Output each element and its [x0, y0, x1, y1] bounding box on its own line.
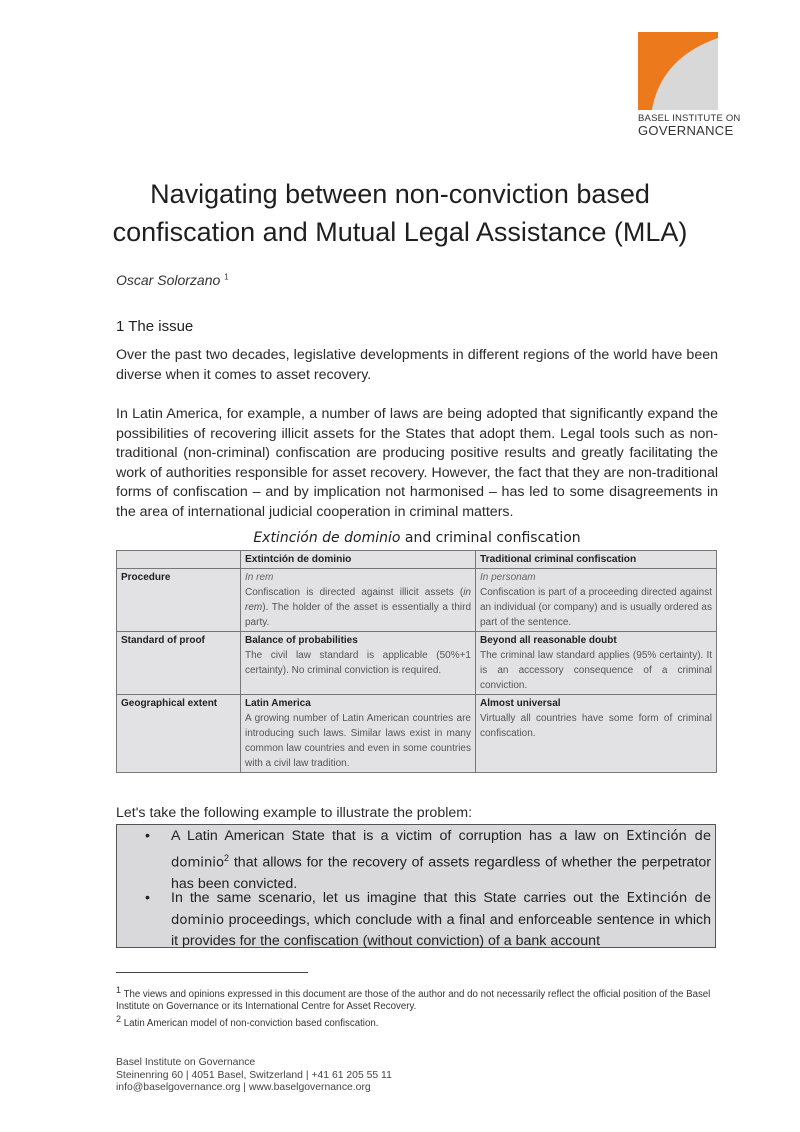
table-title-rest: and criminal confiscation: [400, 530, 581, 546]
footnote-text: Latin American model of non-conviction based confiscation.: [121, 1018, 379, 1030]
table-cell: [241, 695, 476, 773]
list-item-text: [171, 888, 711, 952]
cell-body: Confiscation is part of a proceeding directed against an individual (or company) and is usually ordered as part of the sentence.: [480, 587, 712, 628]
footer-org: Basel Institute on Governance: [116, 1057, 256, 1068]
table-cell: [241, 569, 476, 632]
table-row: [117, 569, 717, 632]
table-cell: [476, 569, 717, 632]
cell-heading: Almost universal: [480, 698, 561, 709]
table-row: [117, 695, 717, 773]
list-item-text: [171, 826, 711, 894]
row-label: Procedure: [117, 569, 241, 632]
term: Extinción de dominio: [171, 891, 711, 928]
table-row: [117, 632, 717, 695]
cell-body: Virtually all countries have some form of criminal confiscation.: [480, 713, 712, 739]
title-line-1: Navigating between non-conviction based: [150, 179, 650, 209]
term: Extinción de dominio: [171, 829, 711, 871]
title-line-2: confiscation and Mutual Legal Assistance (MLA): [112, 217, 688, 247]
document-title: [90, 175, 710, 251]
text-run: proceedings, which conclude with a final and enforceable sentence in which it provides for the confiscation (without conviction) of a bank account: [171, 911, 711, 949]
footer-contact: info@baselgovernance.org | www.baselgovernance.org: [116, 1082, 371, 1093]
table-col2-header: Traditional criminal confiscation: [476, 551, 717, 569]
cell-body-part: ). The holder of the asset is essentially a third party.: [245, 602, 471, 628]
table-cell: [476, 632, 717, 695]
footnote-number: 1: [116, 985, 122, 995]
row-label: Geographical extent: [117, 695, 241, 773]
institute-logo: [638, 32, 741, 138]
text-run: In the same scenario, let us imagine that this State carries out the: [171, 890, 627, 906]
logo-mark: [638, 32, 718, 110]
section-heading: 1 The issue: [116, 318, 194, 335]
text-run: A Latin American State that is a victim of corruption has a law on: [171, 828, 627, 844]
footnote-number: 2: [116, 1014, 122, 1025]
logo-text-line2: GOVERNANCE: [638, 123, 734, 138]
table-corner-cell: [117, 551, 241, 569]
cell-body-part: Confiscation is directed against illicit assets (: [245, 587, 464, 598]
table-title: [116, 530, 718, 546]
cell-body: The criminal law standard applies (95% certainty). It is an accessory consequence of a criminal conviction.: [480, 650, 712, 691]
cell-heading: In rem: [245, 572, 274, 583]
table-header-row: [117, 551, 717, 569]
cell-heading: Beyond all reasonable doubt: [480, 635, 617, 646]
cell-body: The civil law standard is applicable (50%+1 certainty). No criminal conviction is required.: [245, 650, 471, 676]
author-footnote-ref: 1: [224, 272, 229, 282]
footnote-divider: [116, 972, 308, 973]
table-cell: [476, 695, 717, 773]
cell-heading: Balance of probabilities: [245, 635, 358, 646]
author-name: Oscar Solorzano: [116, 272, 221, 288]
cell-body: [245, 585, 471, 630]
bullet-icon: •: [145, 828, 150, 844]
table-title-italic: Extinción de dominio: [253, 530, 401, 546]
paragraph-1: Over the past two decades, legislative developments in different regions of the world have been diverse when it comes to asset recovery.: [116, 347, 718, 383]
text-run: that allows for the recovery of assets regardless of whether the perpetrator has been convicted.: [171, 854, 711, 892]
footnote-ref: 2: [224, 852, 230, 863]
row-label: Standard of proof: [117, 632, 241, 695]
footer-address: Steinenring 60 | 4051 Basel, Switzerland | +41 61 205 55 11: [116, 1069, 392, 1081]
cell-body-italic: in rem: [245, 587, 471, 613]
table-col1-header: Extintción de dominio: [241, 551, 476, 569]
example-lead: Let's take the following example to illustrate the problem:: [116, 805, 473, 821]
comparison-table: [116, 550, 717, 773]
author-line: [116, 272, 229, 288]
table-cell: [241, 632, 476, 695]
footnotes: [116, 984, 716, 1030]
paragraph-2: In Latin America, for example, a number of laws are being adopted that significantly expand the possibilities of recovering illicit assets for the States that adopt them. Legal tools such as non-traditional (non-criminal) confiscation are producing positive results and greatly facilitating the work of authorities responsible for asset recovery. However, the fact that they are non-traditional forms of confiscation – and by implication not harmonised – has led to some disagreements in the area of international judicial cooperation in criminal matters.: [116, 406, 718, 520]
bullet-icon: •: [145, 890, 150, 906]
cell-heading: Latin America: [245, 698, 311, 709]
logo-text-line1: BASEL INSTITUTE ON: [638, 113, 741, 124]
page-footer: [116, 1057, 392, 1095]
footnote-1: [116, 984, 716, 1013]
cell-body: A growing number of Latin American countries are introducing such laws. Similar laws exist in many common law countries and even in some countries with a civil law tradition.: [245, 713, 471, 769]
example-box: [116, 824, 716, 948]
cell-heading: In personam: [480, 572, 536, 583]
footnote-2: [116, 1013, 716, 1030]
footnote-text: The views and opinions expressed in this document are those of the author and do not necessarily reflect the official position of the Basel Institute on Governance or its International Centre for Asset Recovery.: [116, 989, 711, 1013]
